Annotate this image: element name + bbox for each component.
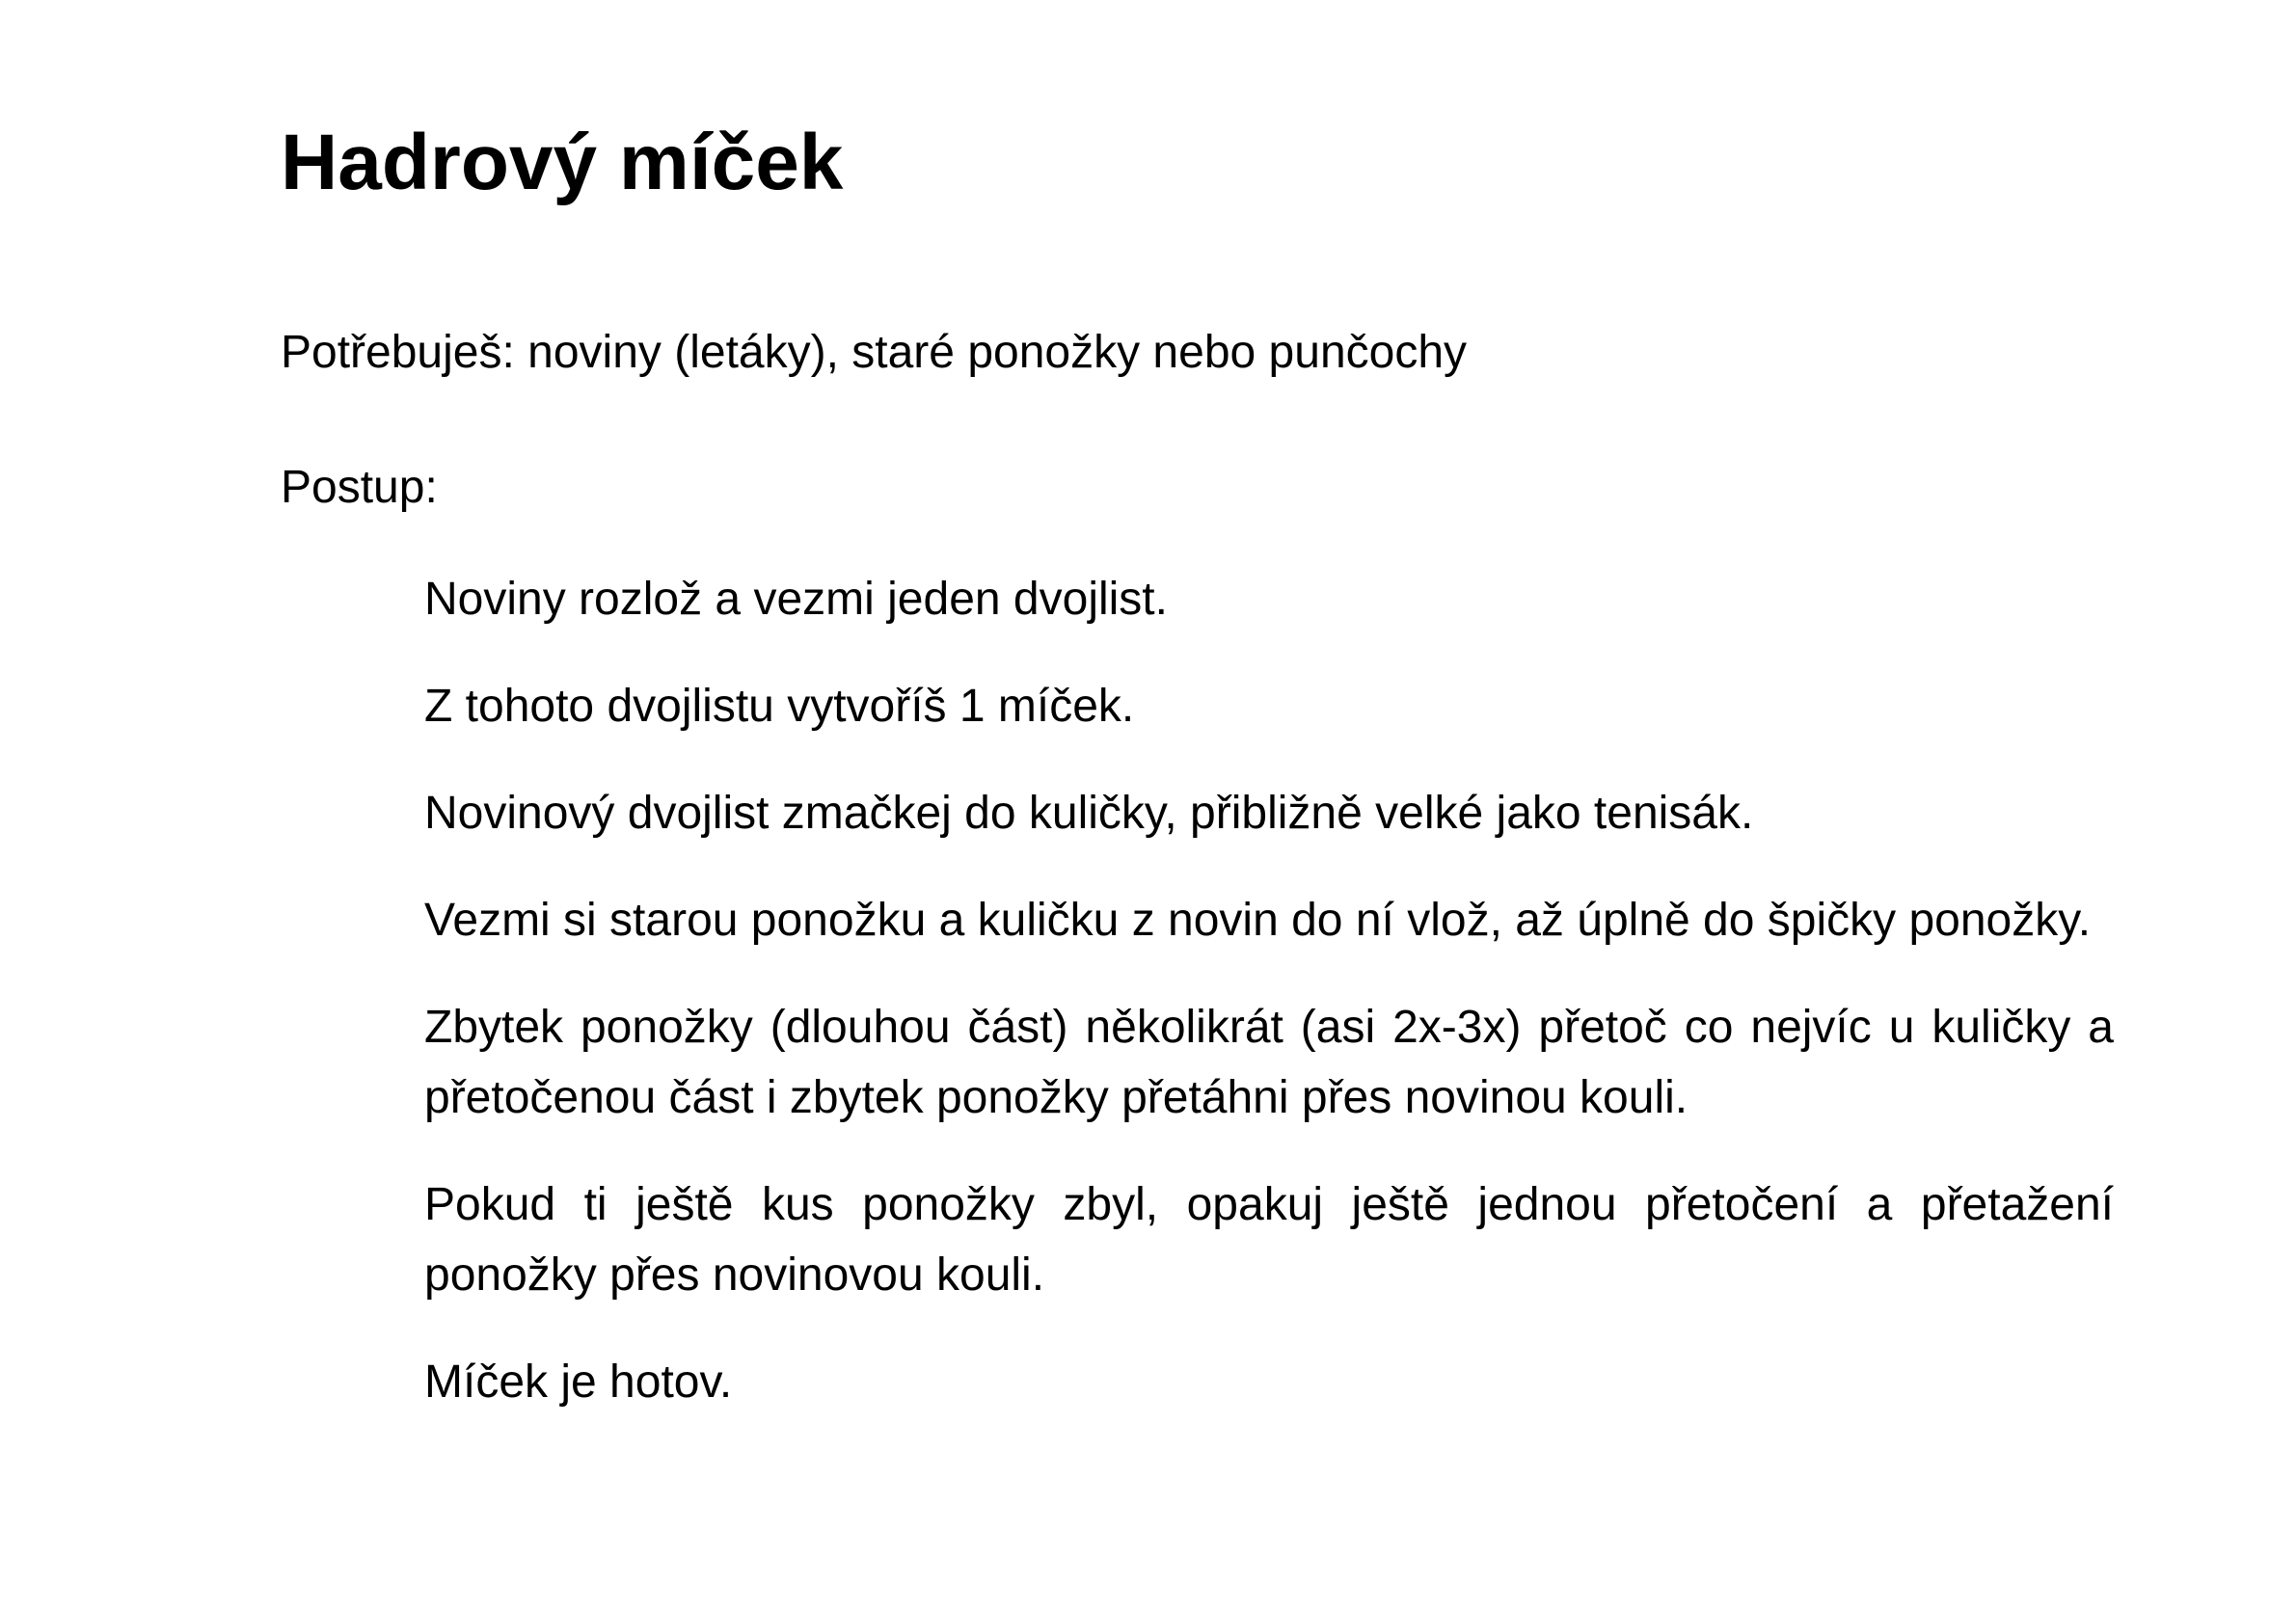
materials-line: Potřebuješ: noviny (letáky), staré ponožky nebo punčochy — [281, 327, 1468, 378]
procedure-step: Míček je hotov. — [424, 1357, 733, 1408]
procedure-step: Noviny rozlož a vezmi jeden dvojlist. — [424, 574, 1168, 625]
document-title: Hadrový míček — [281, 119, 844, 206]
procedure-steps — [424, 564, 2114, 1454]
procedure-step: Zbytek ponožky (dlouhou část) několikrát (asi 2x-3x) přetoč co nejvíc u kuličky a přetočenou část i zbytek ponožky přetáhni přes novinou kouli. — [424, 1002, 2114, 1123]
procedure-step: Novinový dvojlist zmačkej do kuličky, přibližně velké jako tenisák. — [424, 788, 1754, 839]
procedure-step: Vezmi si starou ponožku a kuličku z novin do ní vlož, až úplně do špičky ponožky. — [424, 895, 2092, 946]
procedure-step: Pokud ti ještě kus ponožky zbyl, opakuj ještě jednou přetočení a přetažení ponožky přes novinovou kouli. — [424, 1179, 2114, 1301]
procedure-step: Z tohoto dvojlistu vytvoříš 1 míček. — [424, 681, 1135, 732]
procedure-label: Postup: — [281, 462, 438, 513]
